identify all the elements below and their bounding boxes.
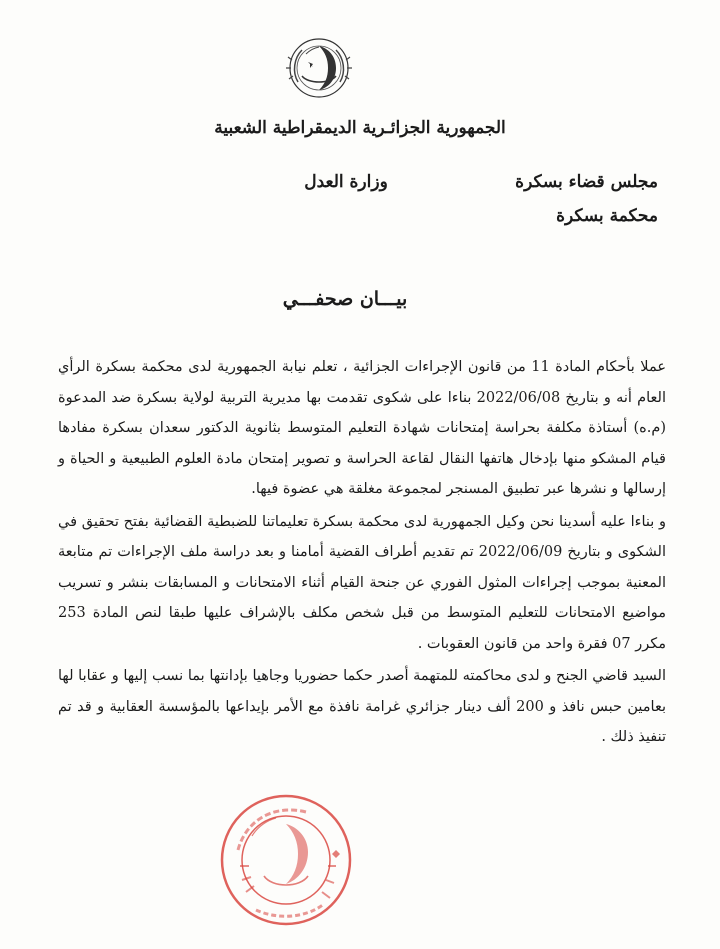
paragraph-verdict: السيد قاضي الجنح و لدى محاكمته للمتهمة أصدر حكما حضوريا وجاهيا بإدانتها بما نسب إليها و عقابا لها بعامين حبس نافذ و 200 ألف دينار جزائري غرامة نافذة مع الأمر بإيداعها بالمؤسسة العقابية و قد تم تنفيذ ذلك .	[58, 668, 667, 745]
official-stamp-icon	[216, 790, 356, 930]
press-release-body	[58, 352, 666, 753]
republic-heading: الجمهورية الجزائـرية الديمقراطية الشعبية	[214, 118, 506, 138]
paragraph-complaint: عملا بأحكام المادة 11 من قانون الإجراءات الجزائية ، تعلم نيابة الجمهورية لدى محكمة بسكرة الرأي العام أنه و بتاريخ 2022/06/08 بناءا على شكوى تقدمت بها مديرية التربية لولاية بسكرة ضد المدعوة (م.ه) أستاذة مكلفة بحراسة إمتحانات شهادة التعليم المتوسط بثانوية الدكتور سعدان بسكرة مفادها قيام المشكو منها بإدخال هاتفها النقال لقاعة الحراسة و تصوير إمتحان مادة العلوم الطبيعية و الحياة و إرسالها و نشرها عبر تطبيق المسنجر لمجموعة مغلقة هي عضوة فيها.	[58, 359, 666, 497]
judicial-council-name: مجلس قضاء بسكرة	[515, 172, 658, 192]
press-release-title: بيـــان صحفـــي	[282, 288, 408, 310]
paragraph-investigation: و بناءا عليه أسدينا نحن وكيل الجمهورية لدى محكمة بسكرة تعليماتنا للضبطية القضائية بفتح تحقيق في الشكوى و بتاريخ 2022/06/09 تم تقديم أطراف القضية أمامنا و بعد دراسة ملف الإجراءات تم متابعة المعنية بموجب إجراءات المثول الفوري عن جنحة القيام أثناء الامتحانات و المسابقات بنشر و تسريب مواضيع الامتحانات للتعليم المتوسط من قبل شخص مكلف بالإشراف عليها طبقا لنص المادة 253 مكرر 07 فقرة واحد من قانون العقوبات .	[58, 513, 666, 652]
ministry-name: وزارة العدل	[304, 172, 388, 192]
state-emblem-icon	[278, 32, 360, 102]
court-name: محكمة بسكرة	[556, 206, 658, 226]
